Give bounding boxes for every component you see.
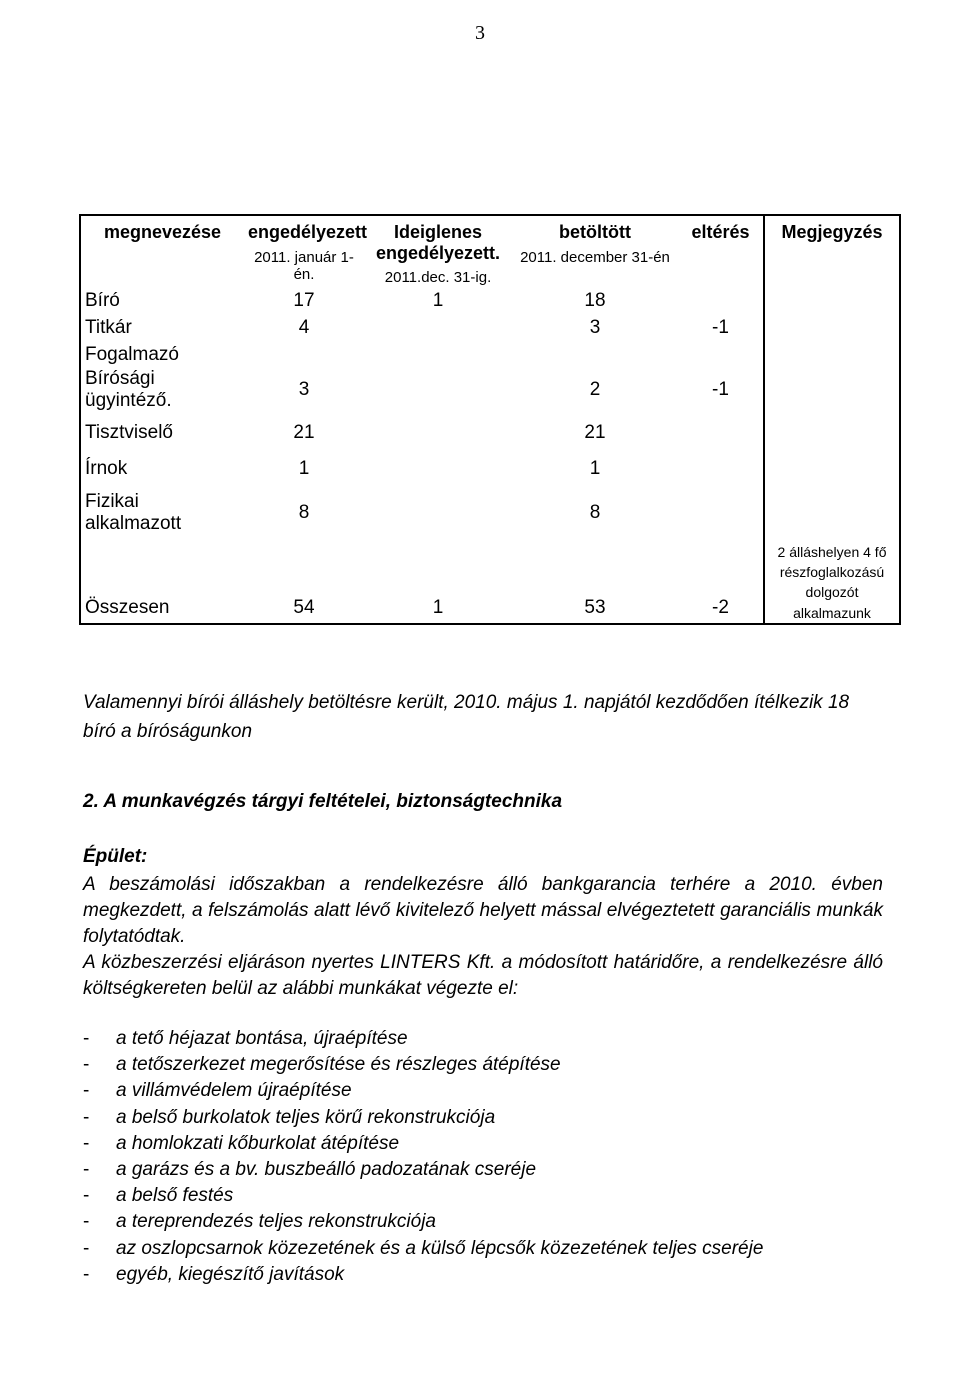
building-subheading: Épület: (83, 846, 148, 867)
list-item: - az oszlopcsarnok közezetének és a külső lépcsők közezetének teljes cseréje (83, 1237, 764, 1259)
staffing-table (79, 214, 901, 625)
row-filled: 18 (584, 289, 606, 311)
row-filled: 1 (589, 457, 601, 479)
header-difference: eltérés (678, 215, 764, 287)
remarks-note: 2 álláshelyen 4 fő részfoglalkozású dolgozót alkalmazunk (764, 542, 900, 624)
row-difference (678, 287, 764, 314)
row-difference: -1 (712, 378, 729, 400)
list-item: - a homlokzati kőburkolat átépítése (83, 1132, 400, 1154)
paragraph: A beszámolási időszakban a rendelkezésre álló bankgarancia terhére a 2010. évben megkezdett, a felszámolás alatt lévő kivitelező helyett mással elvégeztetett garanciális munkák folytatódtak. (83, 874, 883, 947)
row-remarks (764, 287, 900, 542)
row-temporary: 1 (432, 289, 444, 311)
row-approved: 4 (298, 316, 310, 338)
row-filled: 53 (512, 542, 678, 624)
row-difference: -2 (678, 542, 764, 624)
row-approved: 17 (293, 289, 315, 311)
row-filled (512, 341, 678, 368)
staffing-note: Valamennyi bírói álláshely betöltésre került, 2010. május 1. napjától kezdődően ítélkezik 18 bíró a bíróságunkon (83, 692, 850, 742)
row-difference (678, 484, 764, 542)
row-name: Fogalmazó (80, 341, 244, 368)
row-name: Bírósági ügyintéző. (80, 368, 244, 412)
paragraph: A közbeszerzési eljáráson nyertes LINTERS Kft. a módosított határidőre, a rendelkezésre álló költségkereten belül az alábbi munkákat végezte el: (83, 952, 883, 999)
row-approved: 8 (298, 501, 310, 523)
row-temporary (364, 368, 512, 412)
list-item: - a garázs és a bv. buszbeálló padozatának cseréje (83, 1159, 537, 1181)
list-item: - a tetőszerkezet megerősítése és részleges átépítése (83, 1054, 561, 1076)
list-item: - egyéb, kiegészítő javítások (83, 1263, 345, 1285)
section-title: 2. A munkavégzés tárgyi feltételei, biztonságtechnika (83, 791, 563, 812)
row-temporary (364, 314, 512, 341)
header-approved: engedélyezett 2011. január 1-én. (244, 215, 364, 287)
list-item: - a tető héjazat bontása, újraépítése (83, 1028, 408, 1049)
list-item: - a belső festés (83, 1185, 234, 1207)
table-row (80, 287, 900, 314)
header-remarks: Megjegyzés (764, 215, 900, 287)
list-item: - a belső burkolatok teljes körű rekonstrukciója (83, 1106, 496, 1128)
header-name: megnevezése (80, 215, 244, 287)
building-description (83, 872, 883, 1002)
row-difference (678, 454, 764, 484)
list-item: - a villámvédelem újraépítése (83, 1080, 352, 1102)
row-temporary (364, 341, 512, 368)
row-approved (244, 341, 364, 368)
row-name: Összesen (80, 542, 244, 624)
page-number: 3 (475, 22, 485, 44)
row-filled: 3 (589, 316, 601, 338)
row-name: Titkár (80, 314, 244, 341)
row-difference (678, 341, 764, 368)
row-approved: 1 (298, 457, 310, 479)
row-name: Tisztviselő (80, 412, 244, 454)
works-list (83, 1026, 883, 1288)
row-filled: 2 (589, 378, 601, 400)
row-filled: 21 (584, 421, 606, 443)
row-temporary (364, 484, 512, 542)
row-temporary (364, 412, 512, 454)
row-filled: 8 (589, 501, 601, 523)
row-difference (678, 412, 764, 454)
row-temporary: 1 (364, 542, 512, 624)
row-name: Fizikai alkalmazott (80, 484, 244, 542)
row-temporary (364, 454, 512, 484)
list-item: - a tereprendezés teljes rekonstrukciója (83, 1211, 437, 1233)
row-approved: 54 (244, 542, 364, 624)
row-name: Bíró (80, 287, 244, 314)
row-approved: 3 (298, 378, 310, 400)
row-difference: -1 (712, 316, 729, 338)
row-name: Írnok (80, 454, 244, 484)
row-approved: 21 (293, 421, 315, 443)
table-row (80, 542, 900, 624)
header-filled: betöltött 2011. december 31-én (512, 215, 678, 287)
header-temporary: Ideiglenes engedélyezett. 2011.dec. 31-ig. (364, 215, 512, 287)
